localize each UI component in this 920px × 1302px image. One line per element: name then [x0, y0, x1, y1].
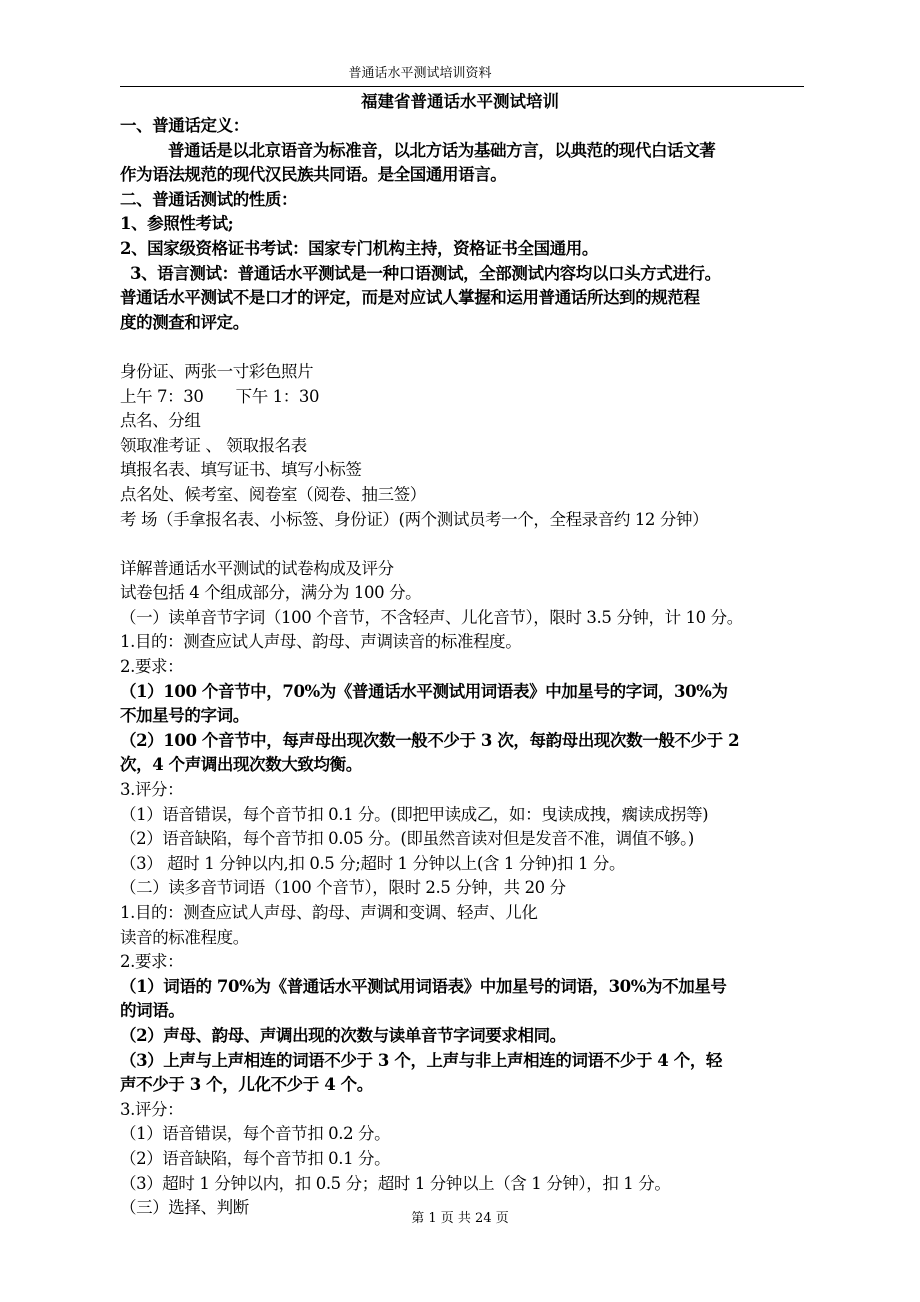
- text-line: 普通话是以北京语音为标准音，以北方话为基础方言，以典范的现代白话文著: [168, 140, 716, 160]
- blank-line: [120, 335, 808, 360]
- text-line: 1.目的：测查应试人声母、韵母、声调和变调、轻声、儿化: [120, 903, 538, 922]
- document-title: 福建省普通话水平测试培训: [361, 92, 559, 111]
- text-line: 3.评分：: [120, 1099, 184, 1119]
- document-body: [120, 114, 808, 1221]
- text-line: 2、国家级资格证书考试：国家专门机构主持，资格证书全国通用。: [120, 238, 598, 258]
- text-line: （2）100 个音节中，每声母出现次数一般不少于 3 次，每韵母出现次数一般不少于 2: [120, 730, 740, 750]
- text-line: （1）词语的 70%为《普通话水平测试用词语表》中加星号的词语，30%为不加星号: [120, 976, 727, 996]
- running-header: 普通话水平测试培训资料: [348, 66, 492, 81]
- text-line: 领取准考证 、 领取报名表: [120, 435, 307, 455]
- text-line: 普通话水平测试不是口才的评定，而是对应试人掌握和运用普通话所达到的规范程: [120, 288, 700, 308]
- text-line: 读音的标准程度。: [120, 927, 249, 947]
- text-line: 次，4 个声调出现次数大致均衡。: [120, 755, 362, 775]
- text-line: 点名、分组: [120, 411, 201, 431]
- text-line: （二）读多音节词语（100 个音节），限时 2.5 分钟，共 20 分: [120, 878, 566, 898]
- text-line: 度的测查和评定。: [120, 312, 249, 332]
- text-line: 身份证、两张一寸彩色照片: [120, 361, 314, 381]
- text-line: （2）声母、韵母、声调出现的次数与读单音节字词要求相同。: [120, 1025, 566, 1045]
- text-line: 3、语言测试：普通话水平测试是一种口语测试，全部测试内容均以口头方式进行。: [130, 263, 721, 283]
- text-line: （三）选择、判断: [120, 1198, 249, 1218]
- text-line: （2）语音缺陷，每个音节扣 0.05 分。(即虽然音读对但是发音不准，调值不够。): [120, 829, 694, 849]
- text-line: 1.目的：测查应试人声母、韵母、声调读音的标准程度。: [120, 632, 522, 652]
- text-line: 填报名表、填写证书、填写小标签: [120, 460, 362, 480]
- header-rule: [120, 86, 804, 87]
- text-line: 声不少于 3 个，儿化不少于 4 个。: [120, 1075, 373, 1095]
- page-number: 第 1 页 共 24 页: [411, 1211, 509, 1226]
- text-line: （1）语音错误，每个音节扣 0.1 分。(即把甲读成乙，如：曳读成拽，瘸读成拐等): [120, 804, 709, 824]
- text-line: （1）100 个音节中，70%为《普通话水平测试用词语表》中加星号的字词，30%为: [120, 681, 728, 701]
- text-line: 的词语。: [120, 1001, 185, 1021]
- text-line: （1）语音错误，每个音节扣 0.2 分。: [120, 1124, 391, 1144]
- text-line: 详解普通话水平测试的试卷构成及评分: [120, 558, 394, 578]
- text-line: 1、参照性考试;: [120, 214, 234, 234]
- text-line: 试卷包括 4 个组成部分，满分为 100 分。: [120, 583, 422, 603]
- text-line: （一）读单音节字词（100 个音节，不含轻声、儿化音节），限时 3.5 分钟，计 10 分。: [120, 607, 743, 627]
- text-line: （2）语音缺陷，每个音节扣 0.1 分。: [120, 1148, 391, 1168]
- text-line: （3） 超时 1 分钟以内,扣 0.5 分;超时 1 分钟以上(含 1 分钟)扣 1 分。: [120, 853, 626, 873]
- text-line: 考 场（手拿报名表、小标签、身份证）(两个测试员考一个，全程录音约 12 分钟）: [120, 509, 709, 529]
- text-line: 不加星号的字词。: [120, 706, 249, 726]
- text-line: 一、普通话定义：: [120, 116, 249, 135]
- text-line: 3.评分：: [120, 780, 184, 800]
- text-line: （3）超时 1 分钟以内，扣 0.5 分；超时 1 分钟以上（含 1 分钟），扣 1 分。: [120, 1173, 671, 1193]
- blank-line: [120, 532, 808, 557]
- text-line: 点名处、候考室、阅卷室（阅卷、抽三签）: [120, 484, 426, 504]
- text-line: （3）上声与上声相连的词语不少于 3 个，上声与非上声相连的词语不少于 4 个，轻: [120, 1050, 723, 1070]
- text-line: 2.要求：: [120, 657, 184, 677]
- text-line: 二、普通话测试的性质：: [120, 189, 298, 209]
- text-line: 上午 7：30 下午 1：30: [120, 386, 320, 406]
- text-line: 2.要求：: [120, 952, 184, 972]
- text-line: 作为语法规范的现代汉民族共同语。是全国通用语言。: [120, 165, 507, 185]
